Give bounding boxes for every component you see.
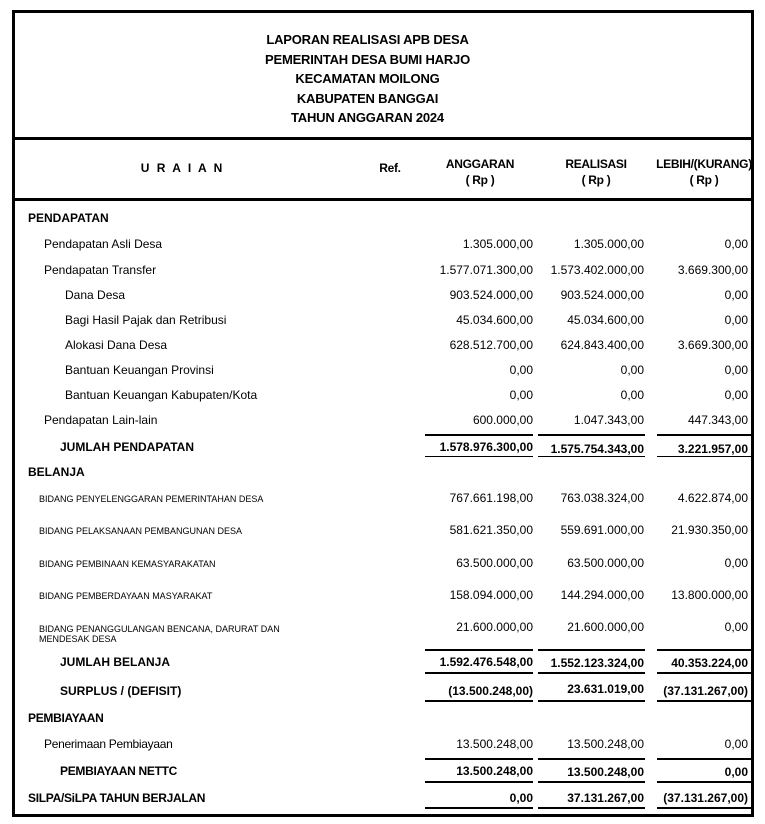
row-label: BIDANG PENYELENGGARAN PEMERINTAHAN DESA — [39, 494, 264, 504]
anggaran-value: 0,00 — [509, 791, 533, 805]
row-label: SILPA/SiLPA TAHUN BERJALAN — [28, 791, 206, 805]
table-row — [0, 237, 765, 257]
total-rule — [538, 758, 645, 760]
realisasi-value: 1.305.000,00 — [573, 237, 644, 251]
selisih-value: 13.800.000,00 — [671, 588, 748, 602]
anggaran-value: 628.512.700,00 — [449, 338, 533, 352]
realisasi-value: 23.631.019,00 — [567, 682, 644, 696]
anggaran-value: 1.305.000,00 — [462, 237, 533, 251]
title-line-1: LAPORAN REALISASI APB DESA — [266, 32, 469, 47]
total-rule — [425, 649, 533, 651]
selisih-value: 0,00 — [724, 620, 748, 634]
table-row — [0, 313, 765, 333]
anggaran-value: 21.600.000,00 — [456, 620, 533, 634]
anggaran-value: (13.500.248,00) — [448, 684, 533, 698]
anggaran-value: 13.500.248,00 — [456, 764, 533, 778]
table-row — [0, 523, 765, 543]
row-label: Bagi Hasil Pajak dan Retribusi — [65, 313, 227, 327]
column-header-uraian: U R A I A N — [140, 161, 225, 175]
realisasi-value: 763.038.324,00 — [560, 491, 644, 505]
selisih-value: (37.131.267,00) — [663, 684, 748, 698]
total-rule — [538, 434, 645, 436]
total-row-belanja — [0, 655, 765, 675]
header-divider — [12, 198, 754, 201]
anggaran-value: 158.094.000,00 — [449, 588, 533, 602]
realisasi-value: 45.034.600,00 — [567, 313, 644, 327]
title-divider — [12, 137, 754, 140]
total-row-pendapatan — [0, 440, 765, 460]
table-row — [0, 556, 765, 576]
lebih-kurang-label: LEBIH/(KURANG) — [656, 157, 752, 171]
table-row — [0, 588, 765, 608]
total-rule — [538, 781, 645, 783]
selisih-value: 0,00 — [724, 765, 748, 779]
table-row — [0, 413, 765, 433]
table-row — [0, 737, 765, 757]
realisasi-value: 1.552.123.324,00 — [550, 656, 644, 670]
table-row — [0, 338, 765, 358]
total-rule — [657, 649, 752, 651]
section-heading-pendapatan: PENDAPATAN — [28, 211, 109, 225]
selisih-value: (37.131.267,00) — [663, 791, 748, 805]
selisih-value: 3.669.300,00 — [677, 338, 748, 352]
report-title — [0, 30, 735, 128]
selisih-value: 3.221.957,00 — [677, 442, 748, 456]
anggaran-unit: ( Rp ) — [465, 173, 495, 187]
selisih-value: 0,00 — [724, 288, 748, 302]
row-label: BIDANG PEMBINAAN KEMASYARAKATAN — [39, 559, 216, 569]
table-row — [0, 620, 765, 644]
total-rule — [657, 781, 752, 783]
table-row — [0, 388, 765, 408]
total-rule — [425, 781, 533, 783]
anggaran-value: 581.621.350,00 — [449, 523, 533, 537]
realisasi-value: 13.500.248,00 — [567, 737, 644, 751]
table-row — [0, 491, 765, 511]
title-line-3: KECAMATAN MOILONG — [295, 71, 440, 86]
selisih-value: 0,00 — [724, 363, 748, 377]
realisasi-label: REALISASI — [565, 157, 627, 171]
realisasi-unit: ( Rp ) — [581, 173, 611, 187]
row-label: PEMBIAYAAN NETTC — [60, 764, 177, 778]
anggaran-label: ANGGARAN — [445, 157, 515, 171]
selisih-value: 0,00 — [724, 556, 748, 570]
anggaran-value: 600.000,00 — [472, 413, 533, 427]
anggaran-value: 1.578.976.300,00 — [439, 440, 533, 454]
row-label-continued: MENDESAK DESA — [39, 634, 117, 644]
total-rule — [425, 807, 533, 809]
selisih-value: 0,00 — [724, 737, 748, 751]
row-label: BIDANG PEMBERDAYAAN MASYARAKAT — [39, 591, 213, 601]
total-rule — [657, 672, 752, 674]
selisih-value: 21.930.350,00 — [671, 523, 748, 537]
realisasi-value: 903.524.000,00 — [560, 288, 644, 302]
realisasi-value: 624.843.400,00 — [560, 338, 644, 352]
total-rule — [425, 758, 533, 760]
realisasi-value: 144.294.000,00 — [560, 588, 644, 602]
anggaran-value: 13.500.248,00 — [456, 737, 533, 751]
total-rule — [425, 434, 533, 436]
row-label: JUMLAH PENDAPATAN — [60, 440, 194, 454]
total-rule — [538, 456, 645, 457]
selisih-value: 0,00 — [724, 388, 748, 402]
title-line-5: TAHUN ANGGARAN 2024 — [291, 110, 444, 125]
realisasi-value: 1.047.343,00 — [573, 413, 644, 427]
total-rule — [657, 456, 752, 457]
column-header-realisasi — [546, 156, 646, 188]
selisih-value: 447.343,00 — [687, 413, 748, 427]
total-rule — [425, 700, 533, 702]
anggaran-value: 1.592.476.548,00 — [439, 655, 533, 669]
total-rule — [538, 807, 645, 809]
row-label: Dana Desa — [65, 288, 126, 302]
table-row — [0, 288, 765, 308]
total-rule — [657, 434, 752, 436]
total-rule — [425, 456, 533, 457]
realisasi-value: 559.691.000,00 — [560, 523, 644, 537]
realisasi-value: 63.500.000,00 — [567, 556, 644, 570]
row-label: Penerimaan Pembiayaan — [44, 737, 173, 751]
realisasi-value: 13.500.248,00 — [567, 765, 644, 779]
anggaran-value: 767.661.198,00 — [449, 491, 533, 505]
total-rule — [538, 700, 645, 702]
selisih-value: 0,00 — [724, 313, 748, 327]
row-label: BIDANG PENANGGULANGAN BENCANA, DARURAT DAN — [39, 624, 280, 634]
row-label: SURPLUS / (DEFISIT) — [60, 684, 182, 698]
column-header-ref: Ref. — [379, 161, 401, 175]
selisih-value: 3.669.300,00 — [677, 263, 748, 277]
section-heading-belanja: BELANJA — [28, 465, 85, 479]
section-heading-pembiayaan: PEMBIAYAAN — [28, 711, 104, 725]
realisasi-value: 21.600.000,00 — [567, 620, 644, 634]
total-rule — [538, 649, 645, 651]
realisasi-value: 1.573.402.000,00 — [550, 263, 644, 277]
row-label: Alokasi Dana Desa — [65, 338, 168, 352]
total-rule — [425, 672, 533, 674]
realisasi-value: 1.575.754.343,00 — [550, 442, 644, 456]
row-label: Pendapatan Asli Desa — [44, 237, 163, 251]
realisasi-value: 37.131.267,00 — [567, 791, 644, 805]
anggaran-value: 0,00 — [509, 363, 533, 377]
table-row — [0, 263, 765, 283]
realisasi-value: 0,00 — [620, 388, 644, 402]
column-header-lebih-kurang — [650, 156, 758, 188]
total-rule — [657, 807, 752, 809]
total-rule — [657, 758, 752, 760]
row-label: BIDANG PELAKSANAAN PEMBANGUNAN DESA — [39, 526, 243, 536]
anggaran-value: 1.577.071.300,00 — [439, 263, 533, 277]
total-rule — [538, 672, 645, 674]
surplus-row — [0, 684, 765, 704]
realisasi-value: 0,00 — [620, 363, 644, 377]
column-header-anggaran — [430, 156, 530, 188]
anggaran-value: 63.500.000,00 — [456, 556, 533, 570]
total-rule — [657, 700, 752, 702]
table-row — [0, 363, 765, 383]
title-line-2: PEMERINTAH DESA BUMI HARJO — [265, 51, 470, 67]
row-label: Bantuan Keuangan Kabupaten/Kota — [65, 388, 258, 402]
row-label: Bantuan Keuangan Provinsi — [65, 363, 214, 377]
silpa-row — [0, 791, 765, 811]
lebih-kurang-unit: ( Rp ) — [689, 173, 719, 187]
row-label: JUMLAH BELANJA — [60, 655, 171, 669]
total-row-pembiayaan — [0, 764, 765, 784]
anggaran-value: 903.524.000,00 — [449, 288, 533, 302]
selisih-value: 0,00 — [724, 237, 748, 251]
anggaran-value: 45.034.600,00 — [456, 313, 533, 327]
row-label: Pendapatan Lain-lain — [44, 413, 158, 427]
anggaran-value: 0,00 — [509, 388, 533, 402]
title-line-4: KABUPATEN BANGGAI — [296, 90, 439, 106]
selisih-value: 4.622.874,00 — [677, 491, 748, 505]
row-label: Pendapatan Transfer — [44, 263, 157, 277]
selisih-value: 40.353.224,00 — [671, 656, 748, 670]
